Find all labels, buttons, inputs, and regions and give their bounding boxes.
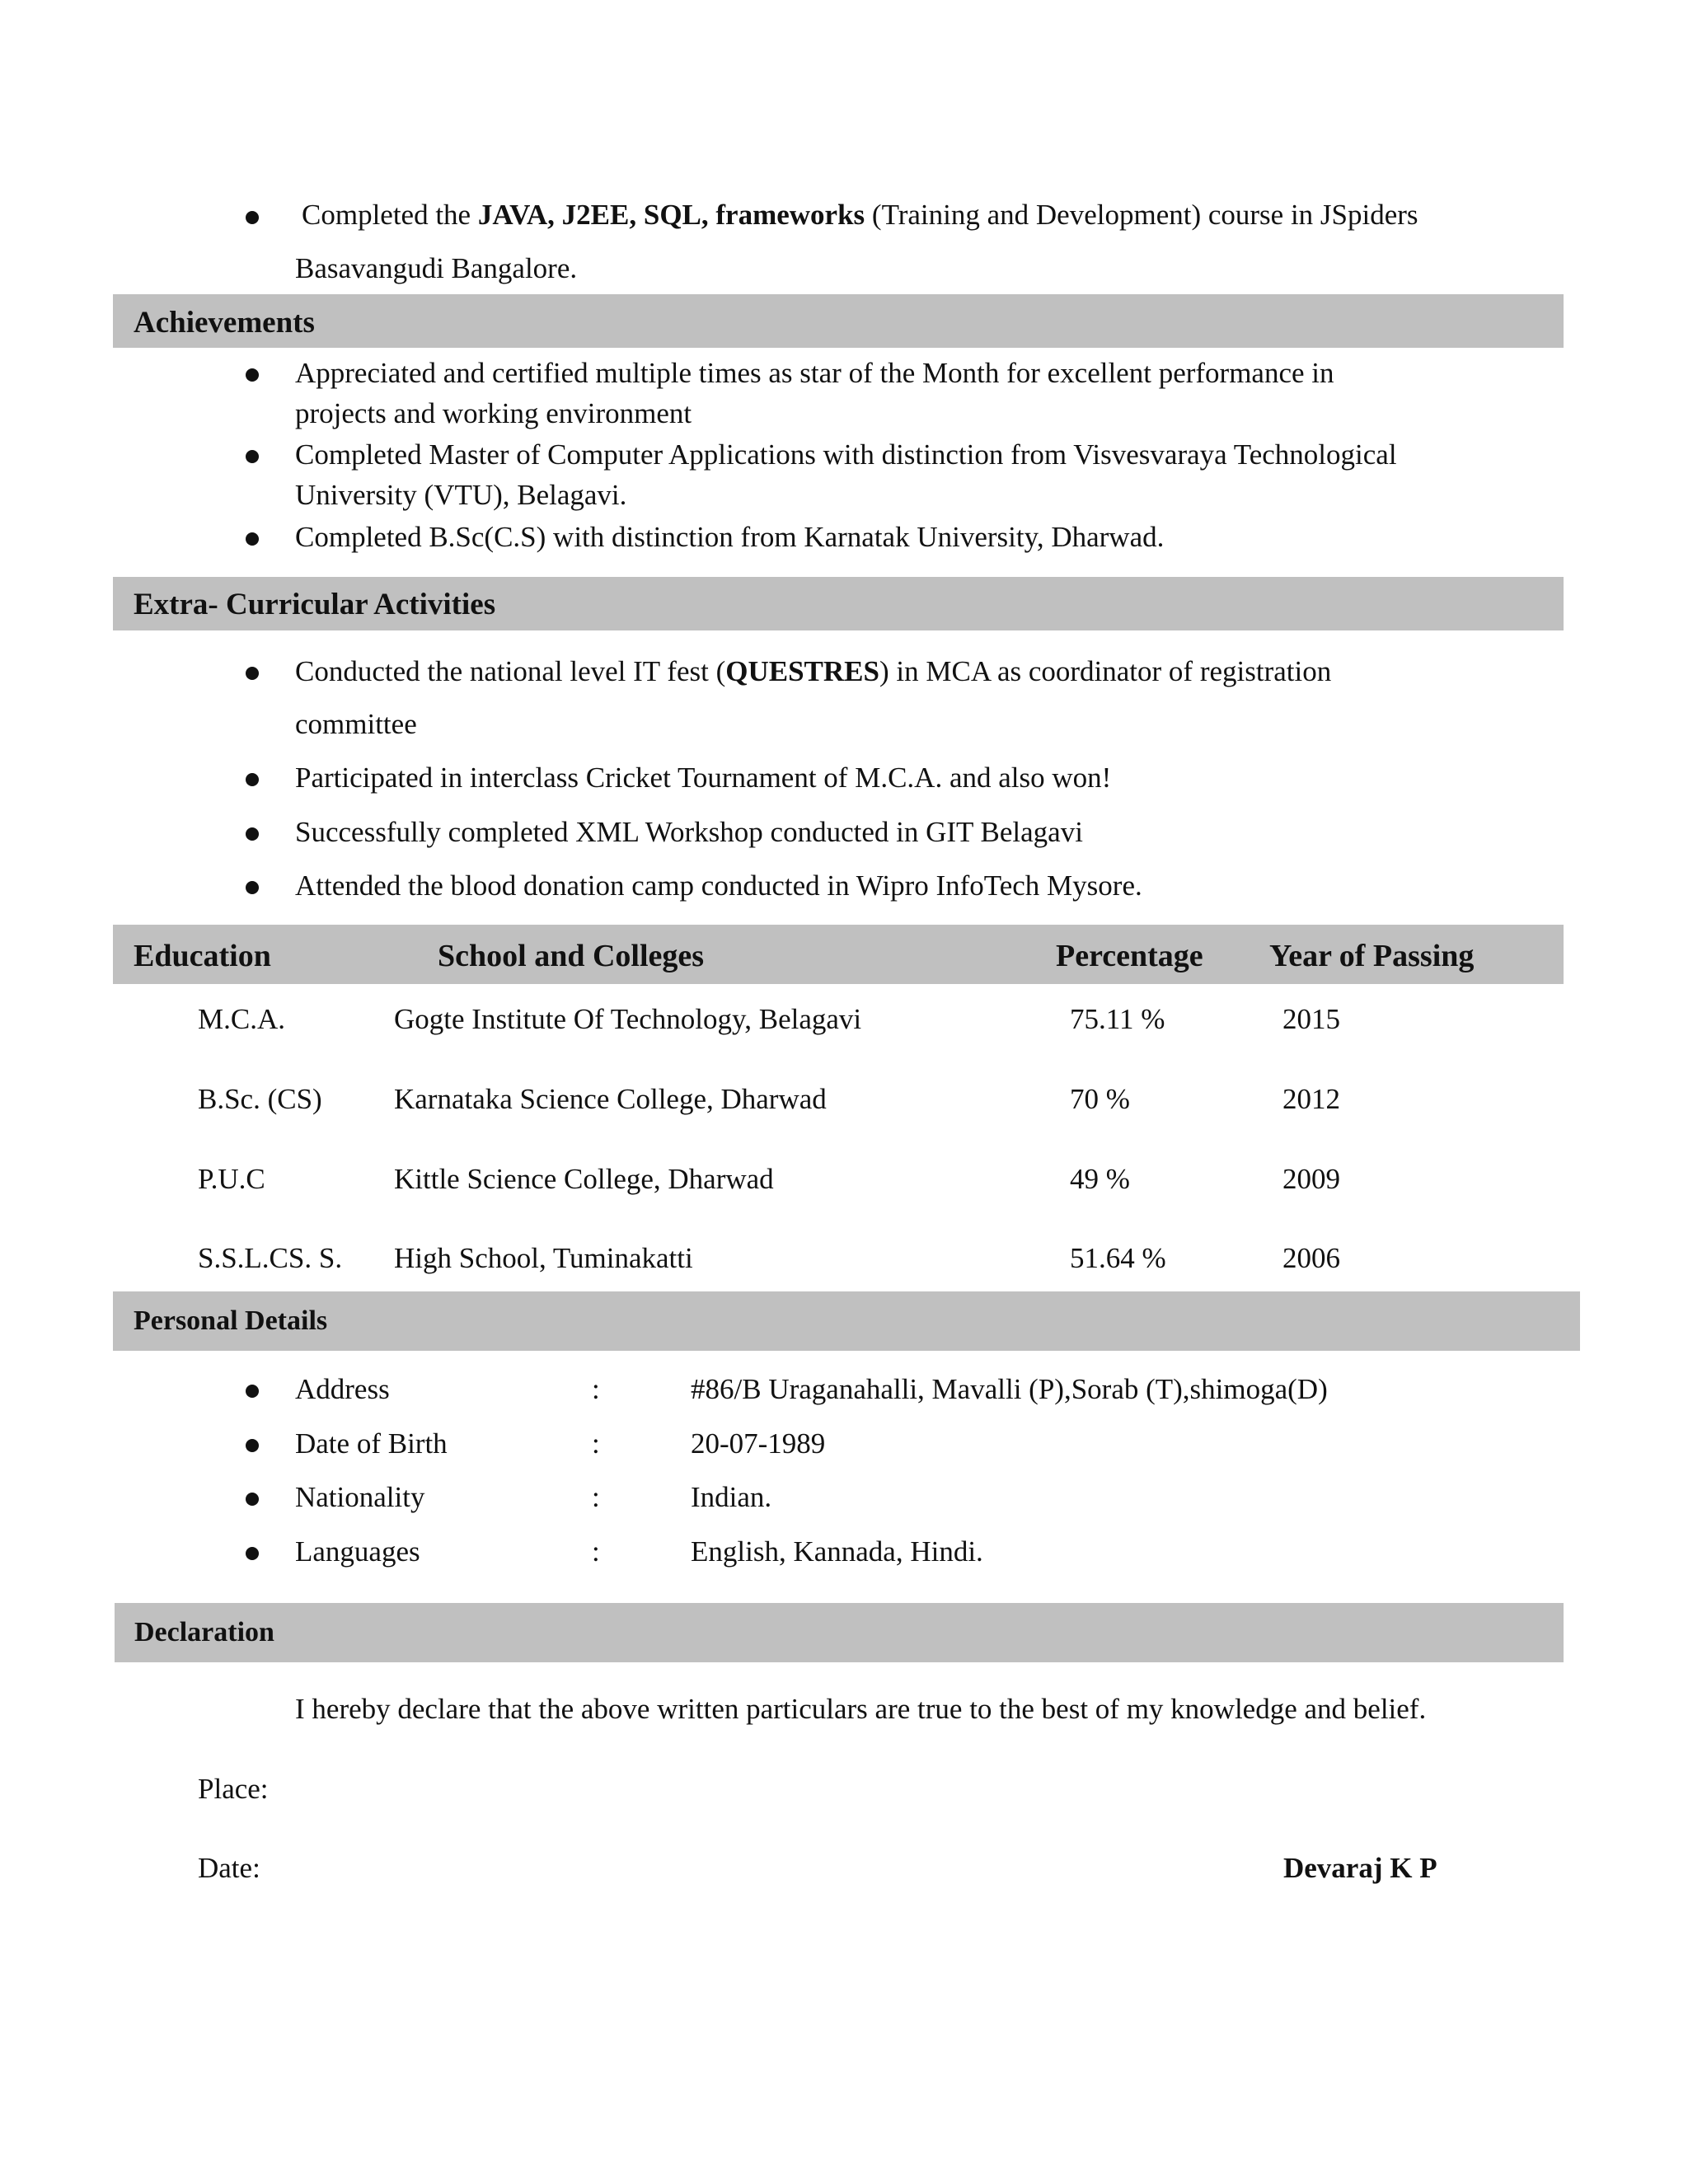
bullet-icon: [246, 211, 259, 224]
degree-cell: B.Sc. (CS): [198, 1083, 322, 1115]
personal-separator: :: [592, 1427, 600, 1460]
personal-label: Nationality: [295, 1481, 425, 1513]
bullet-icon: [246, 368, 259, 382]
training-text-post: (Training and Development) course in JSpiders: [865, 199, 1418, 231]
personal-value: 20-07-1989: [691, 1427, 826, 1460]
bullet-icon: [246, 450, 259, 463]
extra-item-1-text: Conducted the national level IT fest (: [295, 655, 726, 687]
personal-separator: :: [592, 1481, 600, 1513]
extra-item-1-fest: QUESTRES: [725, 655, 879, 687]
bullet-icon: [246, 532, 259, 546]
declaration-header-band: [115, 1603, 1564, 1662]
school-cell: Gogte Institute Of Technology, Belagavi: [394, 1003, 862, 1035]
achievement-1-line-1: Appreciated and certified multiple times as star of the Month for excellent performance in: [295, 357, 1334, 389]
personal-value: #86/B Uraganahalli, Mavalli (P),Sorab (T),shimoga(D): [691, 1373, 1328, 1405]
personal-label: Date of Birth: [295, 1427, 448, 1460]
extra-item-4: Attended the blood donation camp conducted in Wipro InfoTech Mysore.: [295, 869, 1142, 902]
extra-title: Extra- Curricular Activities: [134, 588, 496, 621]
bullet-icon: [246, 1493, 259, 1506]
personal-separator: :: [592, 1535, 600, 1568]
bullet-icon: [246, 827, 259, 841]
bullet-icon: [246, 1547, 259, 1560]
bullet-icon: [246, 1385, 259, 1398]
achievement-2-line-2: University (VTU), Belagavi.: [295, 479, 627, 511]
signature-name: Devaraj K P: [1283, 1852, 1437, 1884]
personal-title: Personal Details: [134, 1305, 328, 1336]
achievement-3-line-1: Completed B.Sc(C.S) with distinction from Karnatak University, Dharwad.: [295, 521, 1165, 553]
percentage-cell: 49 %: [1070, 1163, 1130, 1195]
degree-cell: P.U.C: [198, 1163, 265, 1195]
year-cell: 2006: [1282, 1242, 1340, 1274]
personal-separator: :: [592, 1373, 600, 1405]
date-label: Date:: [198, 1852, 260, 1884]
training-line-1: [302, 198, 1418, 232]
extra-item-3: Successfully completed XML Workshop conducted in GIT Belagavi: [295, 816, 1083, 848]
bullet-icon: [246, 773, 259, 786]
bullet-icon: [246, 881, 259, 894]
achievement-1-line-2: projects and working environment: [295, 397, 692, 429]
achievements-header-band: [113, 294, 1564, 348]
training-skills: JAVA, J2EE, SQL, frameworks: [477, 199, 865, 231]
education-header-school: School and Colleges: [438, 939, 705, 973]
percentage-cell: 75.11 %: [1070, 1003, 1165, 1035]
degree-cell: M.C.A.: [198, 1003, 285, 1035]
extra-item-1-line-1: [295, 654, 1331, 689]
place-label: Place:: [198, 1773, 269, 1805]
school-cell: High School, Tuminakatti: [394, 1242, 693, 1274]
personal-header-band: [113, 1291, 1580, 1351]
personal-label: Address: [295, 1373, 390, 1405]
year-cell: 2012: [1282, 1083, 1340, 1115]
education-header-percentage: Percentage: [1056, 939, 1203, 973]
education-header-year: Year of Passing: [1269, 939, 1475, 973]
year-cell: 2015: [1282, 1003, 1340, 1035]
school-cell: Karnataka Science College, Dharwad: [394, 1083, 827, 1115]
percentage-cell: 51.64 %: [1070, 1242, 1166, 1274]
training-line-2: Basavangudi Bangalore.: [295, 252, 578, 284]
bullet-icon: [246, 1439, 259, 1452]
personal-value: English, Kannada, Hindi.: [691, 1535, 983, 1568]
degree-cell: S.S.L.CS. S.: [198, 1242, 343, 1274]
training-text: Completed the: [302, 199, 478, 231]
personal-label: Languages: [295, 1535, 420, 1568]
extra-item-2: Participated in interclass Cricket Tournament of M.C.A. and also won!: [295, 762, 1112, 794]
percentage-cell: 70 %: [1070, 1083, 1130, 1115]
year-cell: 2009: [1282, 1163, 1340, 1195]
extra-item-1-text-post: ) in MCA as coordinator of registration: [879, 655, 1332, 687]
education-title: Education: [134, 939, 271, 973]
achievement-2-line-1: Completed Master of Computer Applications with distinction from Visvesvaraya Technological: [295, 438, 1397, 471]
school-cell: Kittle Science College, Dharwad: [394, 1163, 774, 1195]
personal-value: Indian.: [691, 1481, 772, 1513]
bullet-icon: [246, 667, 259, 680]
declaration-text: I hereby declare that the above written particulars are true to the best of my knowledge and belief.: [295, 1693, 1427, 1725]
extra-item-1-line-2: committee: [295, 708, 417, 740]
declaration-title: Declaration: [134, 1617, 274, 1647]
achievements-title: Achievements: [134, 306, 315, 340]
